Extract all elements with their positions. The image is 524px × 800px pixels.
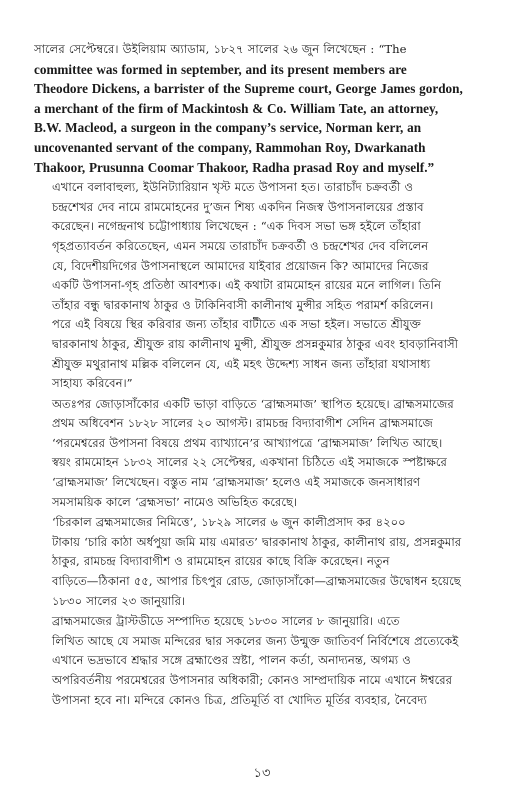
body-text (34, 40, 496, 711)
text-line: অতঃপর জোড়াসাঁকোর একটি ভাড়া বাড়িতে ‘ব্রাহ্মসমাজ’ স্থাপিত হয়েছে। ব্রাহ্মসমাজের (52, 396, 454, 411)
text-line: ‘পরমেশ্বরের উপাসনা বিষয়ে প্রথম ব্যাখ্যানে’র আখ্যাপত্রে ‘ব্রাহ্মসমাজ’ লিখিত আছে। (52, 435, 443, 450)
text-line: সাহায্য করিবেন।” (52, 376, 133, 391)
text-line: স্বয়ং রামমোহন ১৮৩২ সালের ২২ সেপ্টেম্বর, একখানা চিঠিতে এই সমাজকে স্পষ্টাক্ষরে (52, 455, 447, 470)
text-line: B.W. Macleod, a surgeon in the company’s service, Norman kerr, an (34, 120, 422, 136)
text-line: সালের সেপ্টেম্বরে। উইলিয়াম অ্যাডাম, ১৮২৭ সালের ২৬ জুন লিখেছেন : “The (34, 42, 407, 56)
text-line: ‘চিরকাল ব্রহ্মসমাজের নিমিত্তে’, ১৮২৯ সালের ৬ জুন কালীপ্রসাদ কর ৪২০০ (52, 515, 406, 530)
text-line: a merchant of the firm of Mackintosh & Co. William Tate, an attorney, (34, 100, 439, 116)
text-line: দ্বারকানাথ ঠাকুর, শ্রীযুক্ত রায় কালীনাথ মুন্সী, শ্রীযুক্ত প্রসন্নকুমার ঠাকুর এবং হাবড়ানিবাসী (52, 336, 458, 351)
text-line: একটি উপাসনা-গৃহ প্রতিষ্ঠা আবশ্যক। এই কথাটা রামমোহন রায়ের মনে লাগিল। তিনি (52, 278, 441, 293)
text-line: শ্রীযুক্ত মথুরানাথ মল্লিক বলিলেন যে, এই মহৎ উদ্দেশ্য সাধন জন্য তাঁহারা যথাসাধ্য (52, 356, 431, 371)
text-line: করেছেন। নগেন্দ্রনাথ চট্টোপাধ্যায় লিখেছেন : “এক দিবস সভা ভঙ্গ হইলে তাঁহারা (52, 219, 421, 234)
paragraph (34, 612, 496, 710)
text-line: এখানে ভদ্রভাবে শ্রদ্ধার সঙ্গে ব্রহ্মাণ্ডের স্রষ্টা, পালন কর্তা, অনাদ্যনন্ত, অগম্য ও (52, 653, 411, 668)
text-line: ‘ব্রাহ্মসমাজ’ লিখেছেন। বস্তুত নাম ‘ব্রাহ্মসমাজ’ হলেও এই সমাজকে জনসাধারণ (52, 475, 421, 490)
text-line: অপরিবর্তনীয় পরমেশ্বরের উপাসনার অধিকারী; কোনও সাম্প্রদায়িক নামে এখানে ঈশ্বরের (52, 673, 453, 687)
paragraph (34, 178, 496, 394)
text-line: সমসাময়িক কালে ‘ব্রহ্মসভা’ নামেও অভিহিত করেছে। (52, 494, 298, 509)
paragraph (34, 513, 496, 611)
text-line: গৃহপ্রত্যাবর্তন করিতেছেন, এমন সময়ে তারাচাঁদ চক্রবর্তী ও চন্দ্রশেখর দেব বলিলেন (52, 238, 429, 253)
text-line: ১৮৩০ সালের ২৩ জানুয়ারি। (52, 593, 186, 608)
text-line: যে, বিদেশীয়দিগের উপাসনাস্থলে আমাদের যাইবার প্রয়োজন কি? আমাদের নিজের (52, 258, 429, 273)
paragraph (34, 40, 496, 177)
page-number: ১৩ (253, 766, 271, 781)
text-line: Thakoor, Prusunna Coomar Thakoor, Radha prasad Roy and myself.” (34, 159, 435, 175)
text-line: টাকায় ‘চারি কাঠা অর্ধপুয়া জমি মায় এমারত’ দ্বারকানাথ ঠাকুর, কালীনাথ রায়, প্রসন্নকুমার (52, 534, 462, 549)
text-line: প্রথম অধিবেশন ১৮২৮ সালের ২০ আগস্ট। রামচন্দ্র বিদ্যাবাগীশ সেদিন ব্রাহ্মসমাজে (52, 416, 433, 431)
paragraph (34, 395, 496, 513)
text-line: ব্রাহ্মসমাজের ট্রাস্টডীডে সম্পাদিত হয়েছে ১৮৩০ সালের ৮ জানুয়ারি। এতে (52, 614, 400, 629)
text-line: পরে এই বিষয়ে স্থির করিবার জন্য তাঁহার বাটীতে এক সভা হইল। সভাতে শ্রীযুক্ত (52, 317, 421, 332)
text-line: uncovenanted servant of the company, Rammohan Roy, Dwarkanath (34, 139, 426, 155)
text-line: এখানে বলাবাহুল্য, ইউনিট্যারিয়ান খৃস্ট মতে উপাসনা হত। তারাচাঁদ চক্রবর্তী ও (52, 180, 414, 195)
text-line: ঠাকুর, রামচন্দ্র বিদ্যাবাগীশ ও রামমোহন রায়ের কাছে বিক্রি করেছেন। নতুন (52, 554, 390, 569)
text-line: চন্দ্রশেখর দেব নামে রামমোহনের দু’জন শিষ্য একদিন নিজস্ব উপাসনালয়ের প্রস্তাব (52, 199, 424, 214)
text-line: বাড়িতে—ঠিকানা ৫৫, আপার চিৎপুর রোড, জোড়াসাঁকো—ব্রাহ্মসমাজের উদ্বোধন হয়েছে (52, 574, 461, 589)
text-line: committee was formed in september, and its present members are (34, 61, 407, 77)
text-line: লিখিত আছে যে সমাজ মন্দিরের দ্বার সকলের জন্য উন্মুক্ত জাতিবর্ণ নির্বিশেষে প্রত্যেকেই (52, 633, 459, 648)
text-line: তাঁহার বন্ধু দ্বারকানাথ ঠাকুর ও টাকিনিবাসী কালীনাথ মুন্সীর সহিত পরামর্শ করিলেন। (52, 297, 434, 312)
text-line: উপাসনা হবে না। মন্দিরে কোনও চিত্র, প্রতিমূর্তি বা খোদিত মূর্তির ব্যবহার, নৈবেদ্য (52, 692, 427, 707)
text-line: Theodore Dickens, a barrister of the Supreme court, George James gordon, (34, 81, 463, 97)
